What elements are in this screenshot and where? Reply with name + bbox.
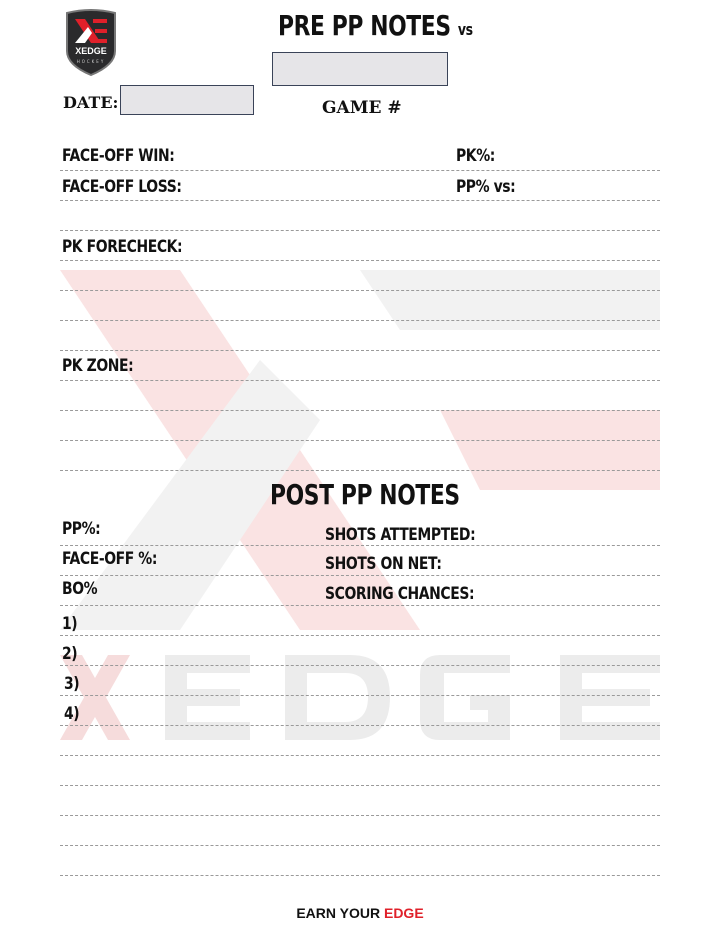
date-field[interactable] — [120, 85, 254, 115]
note-line[interactable] — [60, 170, 660, 171]
note-line[interactable] — [60, 695, 660, 696]
logo-subtext: HOCKEY — [76, 59, 106, 64]
numbered-item-2: 2) — [62, 644, 78, 664]
note-line[interactable] — [60, 350, 660, 351]
note-line[interactable] — [60, 605, 660, 606]
note-line[interactable] — [60, 785, 660, 786]
page-title: PRE PP NOTES vs — [278, 9, 473, 42]
watermark-x-graphic — [60, 270, 660, 630]
watermark-letter-e — [165, 655, 250, 740]
post-section-title: POST PP NOTES — [270, 478, 460, 511]
note-line[interactable] — [60, 665, 660, 666]
note-line[interactable] — [60, 410, 660, 411]
note-line[interactable] — [60, 440, 660, 441]
date-label: DATE: — [63, 93, 119, 112]
watermark-letter-g — [420, 655, 510, 740]
shots-attempted-label: SHOTS ATTEMPTED: — [325, 525, 476, 545]
note-line[interactable] — [60, 635, 660, 636]
note-line[interactable] — [60, 725, 660, 726]
pp-percent-vs-label: PP% vs: — [456, 177, 516, 197]
pp-percent-label: PP%: — [62, 519, 101, 539]
note-line[interactable] — [60, 755, 660, 756]
pk-percent-label: PK%: — [456, 146, 495, 166]
face-off-loss-label: FACE-OFF LOSS: — [62, 177, 182, 197]
numbered-item-4: 4) — [64, 704, 80, 724]
face-off-win-label: FACE-OFF WIN: — [62, 146, 175, 166]
shield-logo-icon — [63, 9, 119, 77]
bo-percent-label: BO% — [62, 579, 98, 599]
note-line[interactable] — [60, 320, 660, 321]
scoring-chances-label: SCORING CHANCES: — [325, 584, 475, 604]
note-line[interactable] — [60, 290, 660, 291]
note-line[interactable] — [60, 230, 660, 231]
note-line[interactable] — [60, 380, 660, 381]
pk-zone-label: PK ZONE: — [62, 356, 134, 376]
footer-tagline: EARN YOUR EDGE — [296, 905, 424, 921]
logo-text: XEDGE — [75, 46, 107, 56]
xedge-logo — [63, 9, 119, 77]
note-line[interactable] — [60, 815, 660, 816]
numbered-item-3: 3) — [64, 674, 80, 694]
pk-forecheck-label: PK FORECHECK: — [62, 237, 183, 257]
watermark-letter-x — [60, 655, 130, 740]
game-number-label: GAME # — [322, 98, 402, 118]
shots-on-net-label: SHOTS ON NET: — [325, 554, 442, 574]
face-off-percent-label: FACE-OFF %: — [62, 549, 158, 569]
opponent-field[interactable] — [272, 52, 448, 86]
note-line[interactable] — [60, 875, 660, 876]
watermark-letter-e2 — [560, 655, 660, 740]
note-line[interactable] — [60, 575, 660, 576]
note-line[interactable] — [60, 200, 660, 201]
watermark-letter-d — [285, 655, 390, 740]
note-line[interactable] — [60, 845, 660, 846]
note-line[interactable] — [60, 260, 660, 261]
numbered-item-1: 1) — [62, 614, 78, 634]
note-line[interactable] — [60, 545, 660, 546]
watermark-xedge-lettering — [60, 655, 660, 740]
note-line[interactable] — [60, 470, 660, 471]
